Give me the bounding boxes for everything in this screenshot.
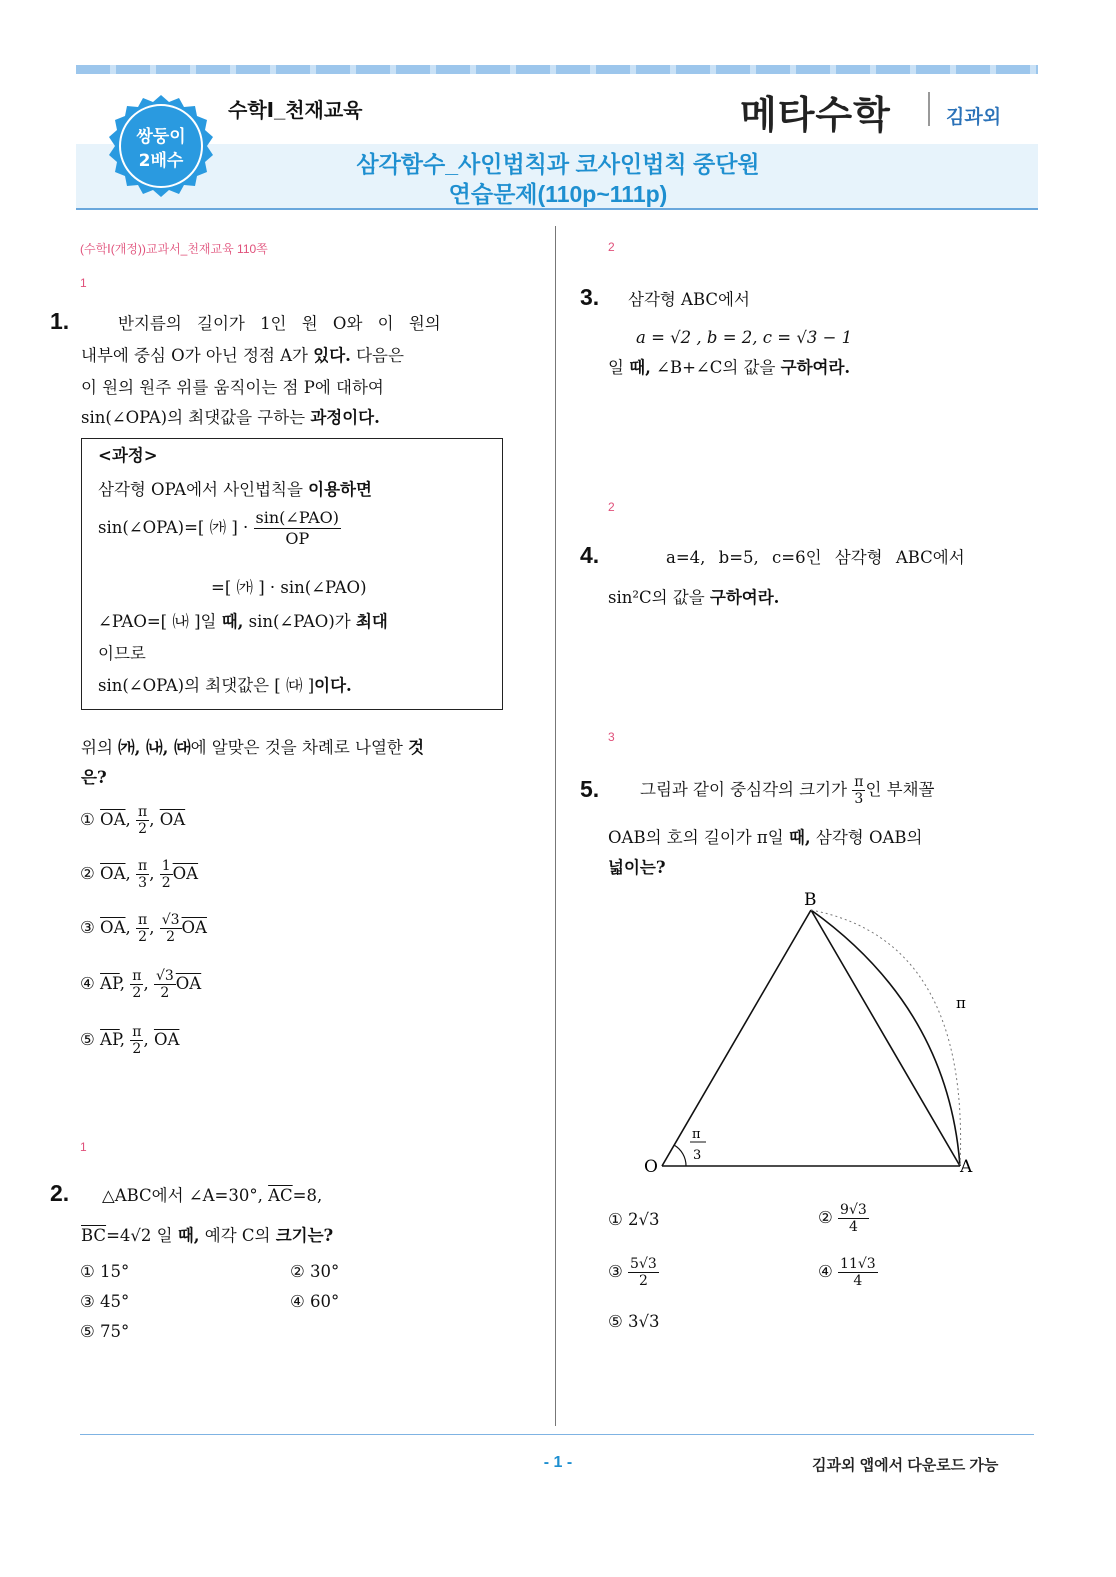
q1-line1: 반지름의 길이가 1인 원 O와 이 원의 xyxy=(118,314,441,333)
q1-source: (수학Ⅰ(개정))교과서_천재교육 110쪽 xyxy=(80,242,268,256)
header-top-bar xyxy=(76,65,1038,74)
q5-line3: 넓이는? xyxy=(608,858,666,877)
q2-line2: $\overline{BC}=4√2$ 일 때, 예각 C의 크기는? xyxy=(81,1226,334,1245)
q2-option-2[interactable]: ② 30° xyxy=(290,1262,340,1281)
q5-number: 5. xyxy=(580,776,600,802)
q2-number: 2. xyxy=(50,1180,70,1206)
q1-after-line1: 위의 ㈎, ㈏, ㈐에 알맞은 것을 차례로 나열한 것 xyxy=(81,738,425,757)
page-title-line2: 연습문제(110p~111p) xyxy=(448,181,668,207)
q1-box-title: <과정> xyxy=(98,446,158,465)
q5-option-1[interactable]: ① 2√3 xyxy=(608,1210,660,1229)
q1-box-line3: =[ ㈎ ] · sin(∠PAO) xyxy=(211,578,367,597)
q3-difficulty: 2 xyxy=(608,240,615,254)
q2-option-1[interactable]: ① 15° xyxy=(80,1262,130,1281)
page-number: - 1 - xyxy=(543,1454,573,1471)
q5-option-4[interactable]: ④ $\frac{11√3}{4}$ xyxy=(818,1256,876,1289)
angle-mark xyxy=(674,1145,686,1166)
badge-line1: 쌍둥이 xyxy=(136,127,186,147)
q1-option-5[interactable]: ⑤ $\overline{AP}$, $\frac{\pi}{2}$ , $\overline{OA}$ xyxy=(80,1024,180,1057)
q5-option-5[interactable]: ⑤ 3√3 xyxy=(608,1312,660,1331)
label-b: B xyxy=(804,890,817,910)
q4-line2: sin²C의 값을 구하여라. xyxy=(608,588,780,607)
q1-number: 1. xyxy=(50,308,70,334)
q4-line1: a=4, b=5, c=6인 삼각형 ABC에서 xyxy=(666,548,965,567)
q1-difficulty: 1 xyxy=(80,276,87,290)
q1-option-3[interactable]: ③ $\overline{OA}$, $\frac{\pi}{2}$ , $\frac{√3}{2}$ $\overline{OA}$ xyxy=(80,912,207,945)
q2-difficulty: 1 xyxy=(80,1140,87,1154)
q5-line1: 그림과 같이 중심각의 크기가 $\frac{\pi}{3}$ 인 부채꼴 xyxy=(640,774,935,807)
label-o: O xyxy=(644,1157,658,1177)
q2-option-5[interactable]: ⑤ 75° xyxy=(80,1322,130,1341)
q5-difficulty: 3 xyxy=(608,730,615,744)
q5-option-3[interactable]: ③ $\frac{5√3}{2}$ xyxy=(608,1256,657,1289)
q1-box-line2: sin(∠OPA)=[ ㈎ ] · $\frac{\text{sin(∠PAO)}}{OP}$ xyxy=(98,508,340,548)
q3-line3: 일 때, ∠B+∠C의 값을 구하여라. xyxy=(608,358,851,377)
q4-difficulty: 2 xyxy=(608,500,615,514)
q2-line1: △ABC에서 ∠A=30°, $\overline{AC}=8$, xyxy=(102,1186,323,1205)
page-title-line1: 삼각함수_사인법칙과 코사인법칙 중단원 xyxy=(356,151,760,177)
brand-logo: 메타수학 xyxy=(740,95,891,137)
q5-line2: OAB의 호의 길이가 π일 때, 삼각형 OAB의 xyxy=(608,828,923,847)
footer-line xyxy=(80,1434,1034,1435)
label-a: A xyxy=(960,1157,973,1177)
q1-box-fraction: $\frac{\text{sin(∠PAO)}}{OP}$ xyxy=(255,508,340,548)
q2-option-3[interactable]: ③ 45° xyxy=(80,1292,130,1311)
column-divider xyxy=(555,226,556,1426)
subject-label: 수학Ⅰ_천재교육 xyxy=(228,100,363,122)
q3-number: 3. xyxy=(580,284,600,310)
segment-ab xyxy=(811,910,960,1166)
download-note: 김과외 앱에서 다운로드 가능 xyxy=(812,1457,999,1474)
q1-box-line1: 삼각형 OPA에서 사인법칙을 이용하면 xyxy=(98,480,372,499)
q3-line1: 삼각형 ABC에서 xyxy=(628,290,750,309)
q1-line3: 이 원의 원주 위를 움직이는 점 P에 대하여 xyxy=(81,378,384,397)
q1-line2: 내부에 중심 O가 아닌 정점 A가 있다. 다음은 xyxy=(81,346,404,365)
q5-sector-figure xyxy=(630,880,990,1180)
q1-box-line5: 이므로 xyxy=(98,644,146,663)
q4-number: 4. xyxy=(580,542,600,568)
q1-box-line6: sin(∠OPA)의 최댓값은 [ ㈐ ]이다. xyxy=(98,676,352,695)
segment-ob xyxy=(662,910,811,1166)
label-angle-den: 3 xyxy=(693,1148,702,1163)
badge-line2: 2배수 xyxy=(138,151,184,171)
brand-sub-logo: 김과외 xyxy=(946,107,1002,128)
brand-divider xyxy=(928,92,930,126)
q1-box-line4: ∠PAO=[ ㈏ ]일 때, sin(∠PAO)가 최대 xyxy=(98,612,388,631)
q1-option-4[interactable]: ④ $\overline{AP}$, $\frac{\pi}{2}$ , $\frac{√3}{2}$ $\overline{OA}$ xyxy=(80,968,202,1001)
q1-after-line2: 은? xyxy=(81,768,107,787)
label-arc-pi: π xyxy=(956,994,966,1012)
q3-line2: a = √2 , b = 2, c = √3 − 1 xyxy=(636,328,853,347)
q1-option-2[interactable]: ② $\overline{OA}$, $\frac{\pi}{3}$ , $\frac{1}{2}$ $\overline{OA}$ xyxy=(80,858,199,891)
label-angle-num: π xyxy=(692,1127,701,1142)
q1-option-1[interactable]: ① $\overline{OA}$, $\frac{\pi}{2}$ , $\overline{OA}$ xyxy=(80,804,186,837)
q5-option-2[interactable]: ② $\frac{9√3}{4}$ xyxy=(818,1202,867,1235)
q2-option-4[interactable]: ④ 60° xyxy=(290,1292,340,1311)
q1-line4: sin(∠OPA)의 최댓값을 구하는 과정이다. xyxy=(81,408,380,427)
